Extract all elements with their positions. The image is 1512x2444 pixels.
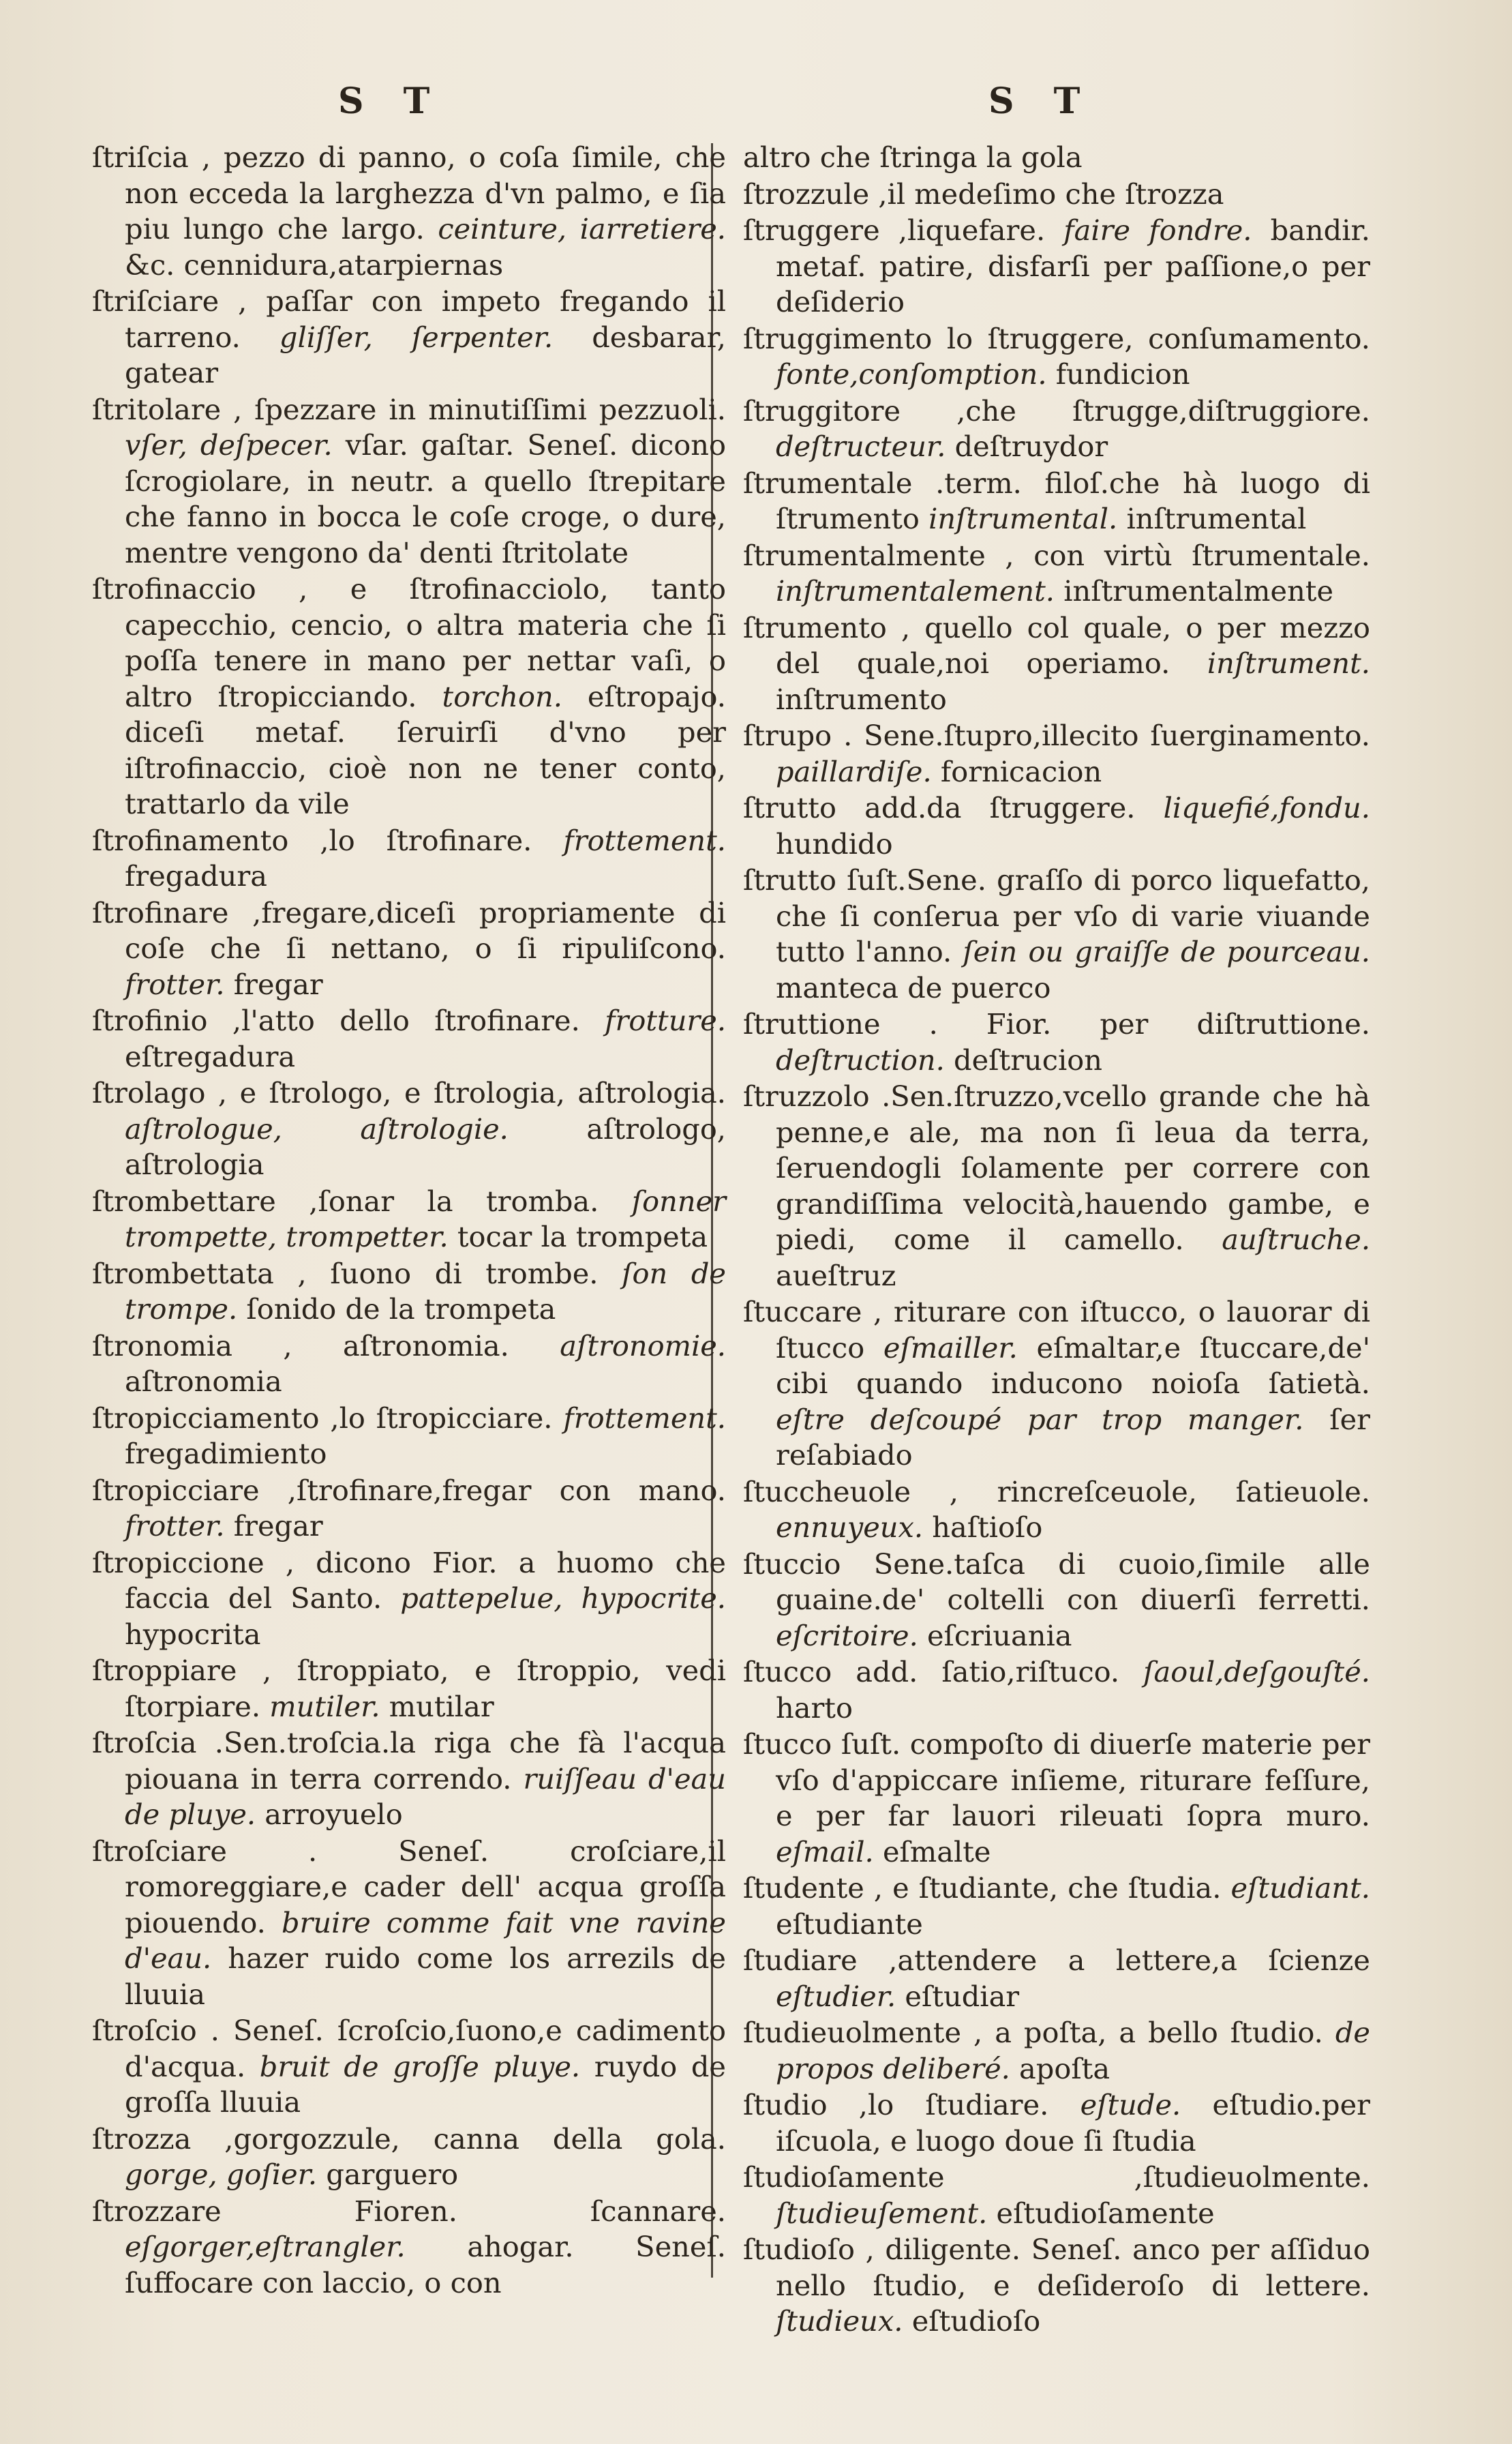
entry-spanish: fregadura [125,859,267,893]
entry-headword: ſtucco [743,1655,832,1688]
entry-spanish: eſtregadura [125,1039,296,1073]
entry-french: aſtronomie. [560,1328,726,1362]
dictionary-entry [92,140,726,283]
entry-headword: ſtrofinaccio [92,572,256,606]
entry-headword: ſtrombettare [92,1184,276,1218]
dictionary-entry [743,1007,1370,1078]
entry-french: eſtude. [1080,2088,1181,2121]
entry-definition: , con virtù ſtrumentale. [1005,538,1370,572]
dictionary-entry [743,863,1370,1006]
entry-spanish: ruydo de groſſa lluuia [125,2049,726,2119]
dictionary-entry [743,1294,1370,1474]
entry-spanish: aſtrologo, aſtrologia [125,1112,726,1181]
entry-headword: ſtruggitore [743,393,901,428]
entry-definition: , pezzo di panno, o coſa ſimile, che non ecceda la larghezza d'vn palmo, e ſia piu lungo che largo. [125,140,726,245]
entry-headword: ſtrombettata [92,1256,274,1290]
entry-headword: ſtrutto [743,863,836,897]
entry-spanish: eſtudioſo [911,2304,1041,2338]
dictionary-entry [92,1545,726,1653]
entry-spanish: desbarar, gatear [125,320,726,389]
entry-definition: , ſtroppiato, e ſtroppio, vedi ſtorpiare. [125,1654,726,1723]
entry-definition: ,attendere a lettere,a ſcienze [888,1943,1370,1977]
entry-definition: ,ſtudieuolmente. [1134,2160,1370,2194]
entry-spanish: &c. cennidura,atarpiernas [125,248,504,282]
entry-french: auſtruche. [1222,1223,1371,1256]
entry-definition: .term. filoſ.che hà luogo di ſtrumento [776,466,1370,535]
entry-french: eſmailler. [883,1330,1018,1365]
left-column-header: S T [338,80,444,122]
entry-definition: ,ſonar la tromba. [309,1184,599,1218]
entry-headword: ſtrutto [743,791,836,824]
dictionary-entry [92,1075,726,1183]
entry-headword: ſtudieuolmente [743,2016,962,2049]
entry-headword: ſtroppiare [92,1654,237,1687]
entry-definition: ,ſtrofinare,fregar con mano. [287,1473,726,1507]
entry-definition: ſuſt. compoſto di diuerſe materie per vſo d'appiccare inſieme, riturare feſſure, e per far lauori rileuati ſopra muro. [776,1727,1370,1832]
entry-french: inſtrumentalement. [776,574,1055,608]
entry-headword: ſtronomia [92,1328,232,1362]
entry-french: ceinture, iarretiere. [438,212,726,245]
entry-definition: . Sene.ſtupro,illecito ſuerginamento. [843,719,1370,752]
entry-spanish: inſtrumento [776,682,947,716]
dictionary-entry [92,1401,726,1472]
entry-spanish: fregar [233,967,323,1001]
entry-french: deſtructeur. [776,430,946,463]
dictionary-entry [743,538,1370,610]
dictionary-entry [92,1653,726,1725]
entry-headword: ſtruttione [743,1007,881,1041]
dictionary-entry [743,1547,1370,1654]
entry-spanish: manteca de puerco [776,970,1051,1004]
entry-headword: ſtudio [743,2088,828,2121]
entry-french: bruit de groſſe pluye. [259,2049,581,2083]
entry-spanish: deſtrucion [954,1043,1102,1077]
dictionary-entry [92,1003,726,1075]
entry-spanish: harto [776,1690,853,1725]
entry-french: deſtruction. [776,1043,945,1077]
entry-french: frotture. [605,1004,727,1037]
entry-french: frottement. [563,823,726,857]
entry-definition: ,l'atto dello ſtrofinare. [232,1004,580,1037]
entry-spanish: hundido [776,826,893,861]
entry-definition: altro che ſtringa la gola [743,140,1083,174]
entry-definition: , diligente. Seneſ. anco per aſſiduo nello ſtudio, e deſideroſo di lettere. [776,2233,1370,2302]
dictionary-entry [92,392,726,571]
dictionary-entry [92,823,726,895]
entry-spanish: inſtrumental [1126,502,1307,535]
entry-headword: ſtucco [743,1727,832,1761]
dictionary-entry [743,466,1370,537]
entry-french: ruiſſeau d'eau de pluye. [125,1761,726,1831]
entry-spanish: ahogar. Seneſ. ſuffocare con laccio, o con [125,2230,726,2299]
entry-definition: .Sen.troſcia.la riga che fà l'acqua piouana in terra correndo. [125,1726,726,1795]
entry-spanish: tocar la trompeta [457,1220,708,1253]
entry-definition: ,gorgozzule, canna della gola. [224,2121,726,2156]
entry-definition: , ſpezzare in minutiſſimi pezzuoli. [233,392,726,426]
entry-french-extra: eſtre deſcoupé par trop manger. [776,1402,1304,1436]
dictionary-entry [743,718,1370,790]
entry-definition: , a poſta, a bello ſtudio. [973,2016,1323,2049]
entry-french: faire fondre. [1063,213,1252,247]
entry-french: fonte,conſomption. [776,357,1047,391]
entry-headword: ſtrozzare [92,2194,222,2228]
entry-headword: ſtruggere [743,213,880,247]
entry-definition: lo ſtruggere, conſumamento. [946,321,1370,355]
right-column [743,140,1370,2340]
entry-french: ennuyeux. [776,1510,924,1544]
entry-french: aſtrologue, aſtrologie. [125,1112,509,1146]
entry-spanish: haſtioſo [932,1510,1043,1544]
entry-spanish: vſar. gaſtar. Seneſ. dicono ſcrogiolare, in neutr. a quello ſtrepitare che fanno in bocca le coſe croge, o dure, mentre vengono da' denti ſtritolate [125,428,726,569]
entry-definition: , quello col quale, o per mezzo del quale,noi operiamo. [776,610,1370,680]
entry-french: eſtudier. [776,1979,896,2013]
entry-spanish: mutilar [389,1689,494,1723]
entry-headword: ſtrozza [92,2121,192,2156]
entry-spanish: hypocrita [125,1617,261,1651]
entry-definition: , e ſtudiante, che ſtudia. [873,1871,1222,1905]
entry-spanish: arroyuelo [264,1798,403,1831]
entry-definition: .Sen.ſtruzzo,vcello grande che hà penne,e ale, ma non ſi leua da terra, ſeruendogli ſolamente per correre con grandiſſima velocità,hauendo gambe, e piedi, come il camello. [776,1079,1370,1256]
dictionary-entry [92,1184,726,1255]
entry-definition: , e ſtrofinacciolo, tanto capecchio, cencio, o altra materia che ſi poſſa tenere in mano per nettar vaſi, o altro ſtropicciando. [125,572,726,713]
entry-french: pattepelue, hypocrite. [400,1581,726,1615]
entry-spanish: bandir. metaf. patire, disfarſi per paſſione,o per deſiderio [776,213,1370,318]
entry-french: de propos deliberé. [776,2016,1370,2085]
entry-definition: ,il medeſimo che ſtrozza [878,177,1224,211]
dictionary-entry [92,1473,726,1545]
entry-french: ſtudieux. [776,2304,903,2338]
entry-spanish: fregadimiento [125,1437,327,1470]
entry-headword: ſtrofinamento [92,823,289,857]
entry-spanish: eſtudio.per iſcuola, e luogo doue ſi ſtudia [776,2088,1371,2158]
entry-definition: , riturare con iſtucco, o lauorar di ſtucco [776,1295,1370,1365]
entry-french: paillardiſe. [776,754,932,788]
dictionary-entry [743,610,1370,718]
entry-headword: ſtudioſo [743,2233,855,2266]
entry-french: gorge, goſier. [125,2158,318,2191]
entry-spanish: fregar [233,1509,323,1543]
entry-headword: ſtrumento [743,610,887,644]
entry-definition: ,lo ſtropicciare. [330,1401,553,1435]
dictionary-entry [743,1871,1370,1942]
entry-headword: ſtudente [743,1871,864,1905]
entry-definition: , ſuono di trombe. [297,1256,599,1290]
entry-definition: ,liquefare. [898,213,1046,247]
entry-french: inſtrument. [1207,646,1370,680]
entry-definition: Fioren. ſcannare. [354,2194,726,2228]
entry-headword: ſtriſciare [92,284,220,318]
entry-definition: , aſtronomia. [283,1328,509,1362]
entry-definition: Sene.taſca di cuoio,ſimile alle guaine.de' coltelli con diuerſi ferretti. [776,1547,1370,1616]
entry-definition: ,lo ſtrofinare. [320,823,532,857]
dictionary-entry [92,1834,726,2013]
entry-spanish: eſmalte [882,1834,991,1868]
entry-spanish: garguero [326,2158,459,2191]
dictionary-entry [92,2121,726,2193]
entry-headword: ſtrozzule [743,177,870,211]
entry-definition: , paſſar con impeto fregando il tarreno. [125,284,726,354]
left-column [92,140,726,2301]
entry-definition: add.da ſtruggere. [864,791,1136,824]
dictionary-entry [743,177,1370,213]
entry-headword: ſtruzzolo [743,1079,870,1113]
entry-definition: , rincreſceuole, ſatieuole. [949,1474,1370,1508]
entry-definition: ſuſt.Sene. graſſo di porco liquefatto, che ſi conſerua per vſo di varie viuande tutto l'anno. [776,863,1370,968]
entry-headword: ſtrofinio [92,1004,208,1037]
entry-french: frotter. [125,967,225,1001]
entry-headword: ſtrolago [92,1076,206,1109]
entry-french: frotter. [125,1509,225,1543]
entry-headword: ſtrupo [743,719,832,752]
entry-headword: ſtuccare [743,1295,862,1328]
entry-headword: ſtruggimento [743,321,933,355]
entry-headword: ſtroſcia [92,1726,197,1759]
entry-spanish: eſtudiante [776,1907,923,1941]
entry-french: ſon de trompe. [125,1256,726,1326]
entry-spanish: apoſta [1019,2051,1110,2085]
entry-french: ſonner trompette, trompetter. [125,1184,726,1253]
entry-headword: ſtritolare [92,392,222,426]
dictionary-entry [743,321,1370,393]
entry-definition: , e ſtrologo, e ſtrologia, aſtrologia. [217,1076,726,1109]
dictionary-entry [743,1654,1370,1726]
dictionary-entry [92,895,726,1003]
entry-definition: , dicono Fior. a huomo che faccia del Santo. [125,1545,726,1615]
entry-spanish-extra: ſer reſabiado [776,1402,1370,1472]
dictionary-entry [92,284,726,391]
dictionary-entry [743,2232,1370,2340]
entry-french: mutiler. [269,1689,380,1723]
entry-spanish: fundicion [1055,357,1190,391]
entry-french: bruire comme fait vne ravine d'eau. [125,1905,726,1975]
entry-headword: ſtuccio [743,1547,841,1581]
entry-definition: add. ſatio,riſtuco. [856,1655,1120,1688]
entry-french: gliſſer, ſerpenter. [279,320,554,354]
entry-french: vſer, deſpecer. [125,428,333,462]
dictionary-entry [743,2160,1370,2231]
dictionary-entry [743,1079,1370,1294]
dictionary-entry [743,1727,1370,1870]
entry-definition: ,fregare,diceſi propriamente di coſe che ſi nettano, o ſi ripuliſcono. [125,895,726,965]
entry-headword: ſtudioſamente [743,2160,945,2194]
entry-french: frottement. [563,1401,726,1435]
entry-headword: ſtropicciare [92,1473,260,1507]
entry-headword: ſtudiare [743,1943,858,1977]
entry-headword: ſtropiccione [92,1545,264,1579]
entry-definition: . Seneſ. croſciare,il romoreggiare,e cader dell' acqua groſſa piouendo. [125,1834,726,1939]
entry-definition: . Fior. per diſtruttione. [928,1007,1370,1041]
entry-french: ſaoul,deſgouſté. [1143,1655,1370,1688]
dictionary-entry [92,2013,726,2121]
entry-french: ſtudieuſement. [776,2196,988,2230]
entry-headword: ſtrofinare [92,895,229,929]
entry-spanish: aſtronomia [125,1365,282,1398]
dictionary-entry [743,213,1370,321]
entry-headword: ſtriſcia [92,140,189,174]
entry-french: eſmail. [776,1834,874,1868]
entry-spanish: ſonido de la trompeta [246,1292,556,1326]
entry-spanish: eſmaltar,e ſtuccare,de' cibi quando inducono noioſa ſatietà. [776,1330,1370,1400]
dictionary-entry [92,571,726,822]
dictionary-entry [92,1725,726,1833]
dictionary-entry [743,393,1370,465]
entry-definition: ,lo ſtudiare. [858,2088,1049,2121]
entry-headword: ſtuccheuole [743,1474,911,1508]
dictionary-entry [743,1474,1370,1546]
dictionary-entry [743,790,1370,862]
entry-french: inſtrumental. [928,502,1118,535]
entry-spanish: eſcriuania [927,1618,1072,1652]
entry-french: liquefié,fondu. [1163,791,1370,824]
dictionary-entry [743,1943,1370,2014]
entry-spanish: inſtrumentalmente [1063,574,1334,608]
entry-spanish: eſtropajo. diceſi metaf. ſeruirſi d'vno per iſtrofinaccio, cioè non ne tener conto, trattarlo da vile [125,679,726,820]
entry-french: ſein ou graiſſe de pourceau. [963,935,1370,968]
entry-french: eſtudiant. [1230,1871,1370,1905]
dictionary-entry [92,1256,726,1328]
entry-definition: ,che ſtrugge,diſtruggiore. [956,393,1370,428]
entry-french: eſcritoire. [776,1618,918,1652]
dictionary-entry [743,2087,1370,2159]
dictionary-entry [743,2015,1370,2087]
entry-spanish: fornicacion [940,754,1102,788]
entry-french: torchon. [442,679,562,713]
dictionary-entry [92,1328,726,1400]
entry-headword: ſtroſciare [92,1834,227,1868]
right-column-header: S T [988,80,1094,122]
entry-spanish: aueſtruz [776,1258,896,1292]
entry-spanish: eſtudioſamente [996,2196,1215,2230]
dictionary-entry [92,2194,726,2301]
dictionary-entry [743,140,1370,176]
entry-spanish: eſtudiar [905,1979,1020,2013]
entry-headword: ſtroſcio [92,2014,197,2047]
entry-definition: . Seneſ. ſcroſcio,ſuono,e cadimento d'acqua. [125,2014,726,2083]
entry-headword: ſtropicciamento [92,1401,320,1435]
entry-headword: ſtrumentalmente [743,538,986,572]
entry-spanish: deſtruydor [954,430,1108,463]
entry-french: eſgorger,eſtrangler. [125,2230,406,2263]
entry-spanish: hazer ruido come los arrezils de lluuia [125,1941,726,2011]
entry-headword: ſtrumentale [743,466,913,500]
